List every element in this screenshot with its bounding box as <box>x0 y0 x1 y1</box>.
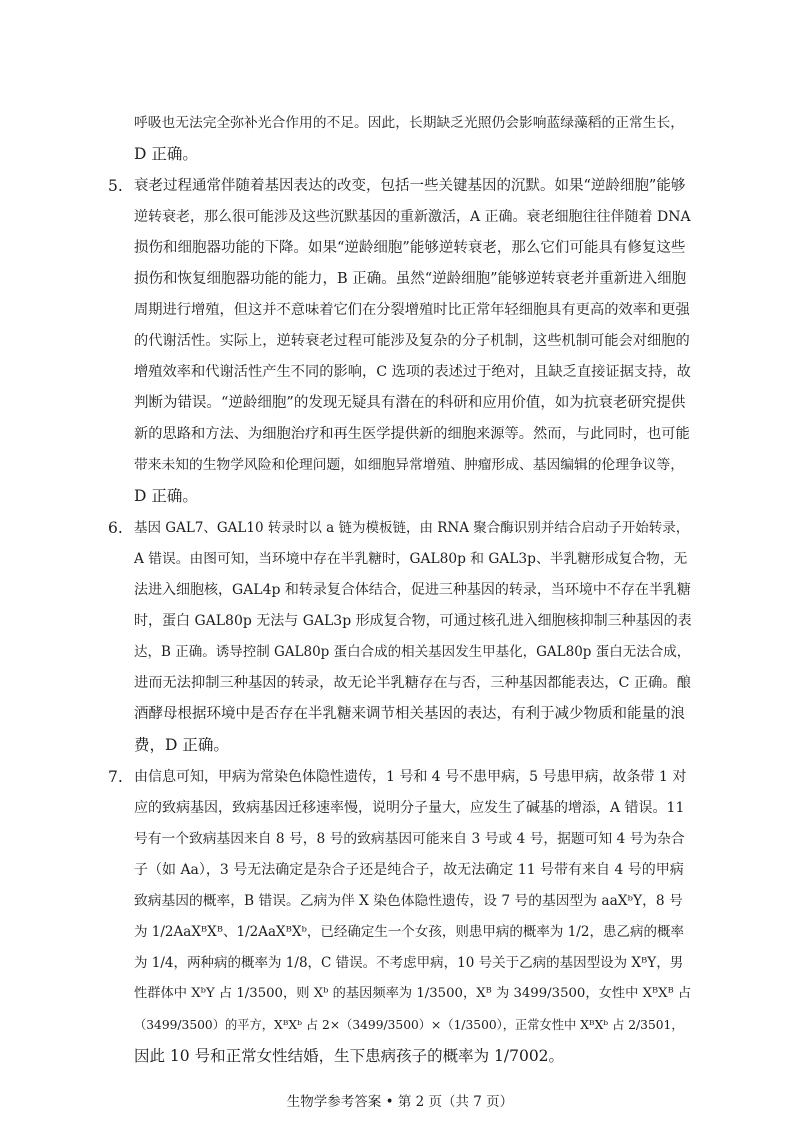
text-line: 判断为错误。“逆龄细胞”的发现无疑具有潜在的科研和应用价值，如为抗衰老研究提供 <box>134 395 686 411</box>
text-line: 带来未知的生物学风险和伦理问题，如细胞异常增殖、肿瘤形成、基因编辑的伦理争议等， <box>134 457 685 473</box>
text-line: 损伤和恢复细胞器功能的能力，B 正确。虽然“逆龄细胞”能够逆转衰老并重新进入细胞 <box>134 271 687 287</box>
text-line: 进而无法抑制三种基因的转录，故无论半乳糖存在与否，三种基因都能表达，C 正确。酿 <box>134 675 691 691</box>
text-line: D 正确。 <box>134 145 198 163</box>
text-line: 致病基因的概率，B 错误。乙病为伴 X 染色体隐性遗传，设 7 号的基因型为 aaXᵇY，8 号 <box>134 893 683 909</box>
text-line: 时，蛋白 GAL80p 无法与 GAL3p 形成复合物，可通过核孔进入细胞核抑制三种基因的表 <box>134 613 692 629</box>
text-line: 的代谢活性。实际上，逆转衰老过程可能涉及复杂的分子机制，这些机制可能会对细胞的 <box>134 333 690 349</box>
text-line: 子（如 Aa），3 号无法确定是杂合子还是纯合子，故无法确定 11 号带有来自 4 号的甲病 <box>134 862 684 878</box>
page-footer: 生物学参考答案 • 第 2 页（共 7 页） <box>286 1094 514 1110</box>
text-line: 酒酵母根据环境中是否存在半乳糖来调节相关基因的表达，有利于减少物质和能量的浪 <box>134 706 685 722</box>
text-line: D 正确。 <box>134 487 198 505</box>
text-line: 为 1/4，两种病的概率为 1/8，C 错误。不考虑甲病，10 号关于乙病的基因型设为 XᴮY，男 <box>134 955 684 971</box>
item-number: 7. <box>108 768 123 786</box>
item-number: 5. <box>108 177 123 195</box>
text-line: 衰老过程通常伴随着基因表达的改变，包括一些关键基因的沉默。如果“逆龄细胞”能够 <box>134 178 686 194</box>
text-line: 因此 10 号和正常女性结婚，生下患病孩子的概率为 1/7002。 <box>134 1047 565 1065</box>
text-line: 为 1/2AaXᴮXᴮ、1/2AaXᴮXᵇ，已经确定生一个女孩，则患甲病的概率为 1/2，患乙病的概率 <box>134 924 684 940</box>
text-line: 损伤和细胞器功能的下降。如果“逆龄细胞”能够逆转衰老，那么它们可能具有修复这些 <box>134 240 686 256</box>
text-line: 新的思路和方法、为细胞治疗和再生医学提供新的细胞来源等。然而，与此同时，也可能 <box>134 426 690 442</box>
text-line: 逆转衰老，那么很可能涉及这些沉默基因的重新激活，A 正确。衰老细胞往往伴随着 DNA <box>134 209 691 225</box>
text-line: 法进入细胞核，GAL4p 和转录复合体结合，促进三种基因的转录，当环境中不存在半乳糖 <box>134 582 691 598</box>
text-line: 呼吸也无法完全弥补光合作用的不足。因此，长期缺乏光照仍会影响蓝绿藻稻的正常生长， <box>134 115 685 131</box>
text-line: 周期进行增殖，但这并不意味着它们在分裂增殖时比正常年轻细胞具有更高的效率和更强 <box>134 302 690 318</box>
text-line: 号有一个致病基因来自 8 号，8 号的致病基因可能来自 3 号或 4 号，据题可知 4 号为杂合 <box>134 831 685 847</box>
text-line: 应的致病基因，致病基因迁移速率慢，说明分子量大，应发生了碱基的增添，A 错误。11 <box>134 800 685 816</box>
text-line: 基因 GAL7、GAL10 转录时以 a 链为模板链，由 RNA 聚合酶识别并结合启动子开始转录， <box>134 520 690 536</box>
text-line: 由信息可知，甲病为常染色体隐性遗传，1 号和 4 号不患甲病，5 号患甲病，故条带 1 对 <box>134 769 687 785</box>
text-line: A 错误。由图可知，当环境中存在半乳糖时，GAL80p 和 GAL3p、半乳糖形成复合物，无 <box>134 551 688 567</box>
text-line: 达，B 正确。诱导控制 GAL80p 蛋白合成的相关基因发生甲基化，GAL80p 蛋白无法合成， <box>134 644 691 660</box>
text-line: 增殖效率和代谢活性产生不同的影响，C 选项的表述过于绝对，且缺乏直接证据支持，故 <box>134 364 691 380</box>
text-line: 性群体中 XᵇY 占 1/3500，则 Xᵇ 的基因频率为 1/3500，Xᴮ 为 3499/3500，女性中 XᴮXᴮ 占 <box>134 986 692 1001</box>
text-line: （3499/3500）的平方，XᴮXᵇ 占 2×（3499/3500）×（1/3500），正常女性中 XᴮXᵇ 占 2/3501， <box>134 1018 684 1032</box>
text-line: 费，D 正确。 <box>134 736 229 754</box>
item-number: 6. <box>108 519 123 537</box>
